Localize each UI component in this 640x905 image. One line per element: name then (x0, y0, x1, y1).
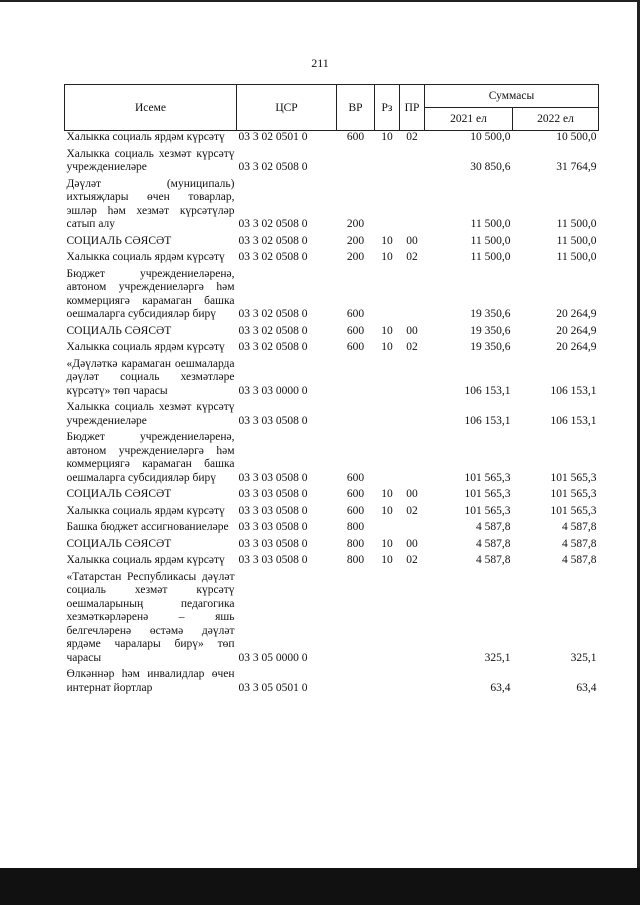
cell-y2022: 11 500,0 (556, 251, 597, 263)
cell-vr: 200 (346, 218, 365, 230)
cell-rz (375, 571, 400, 666)
cell-csr: 03 3 03 0508 0 (238, 537, 308, 550)
cell-pr (400, 521, 425, 535)
cell-pr: 02 (406, 341, 418, 353)
cell-vr: 600 (346, 308, 365, 320)
cell-name: Халыкка социаль ярдәм күрсәтү (66, 504, 225, 517)
cell-csr: 03 3 05 0501 0 (238, 681, 308, 694)
cell-rz: 10 (381, 131, 393, 143)
cell-vr: 600 (346, 324, 365, 337)
cell-pr (400, 401, 425, 428)
cell-pr (400, 358, 425, 399)
header-name: Исеме (65, 85, 237, 131)
cell-y2022: 20 264,9 (556, 324, 597, 337)
cell-y2021: 10 500,0 (470, 131, 511, 143)
cell-y2022: 101 565,3 (550, 488, 597, 500)
cell-rz: 10 (381, 251, 393, 263)
table-row (65, 251, 599, 265)
cell-y2021: 106 153,1 (464, 414, 511, 427)
cell-rz: 10 (381, 537, 393, 550)
cell-y2022: 4 587,8 (562, 537, 597, 550)
cell-rz (375, 268, 400, 322)
cell-vr: 800 (346, 521, 365, 533)
table-row (65, 341, 599, 355)
table-row (65, 235, 599, 249)
cell-vr: 600 (346, 341, 365, 353)
cell-y2022: 20 264,9 (556, 341, 597, 353)
row-spacer (65, 695, 599, 698)
cell-pr: 02 (406, 554, 418, 566)
table-body (65, 131, 599, 699)
cell-name: СОЦИАЛЬ СӘЯСӘТ (66, 324, 172, 337)
cell-y2021: 11 500,0 (470, 234, 511, 247)
cell-csr: 03 3 03 0508 0 (238, 414, 308, 427)
cell-rz: 10 (381, 341, 393, 353)
cell-y2021: 11 500,0 (470, 218, 511, 230)
header-year-2022: 2022 ел (513, 108, 599, 131)
cell-y2022: 101 565,3 (550, 504, 597, 517)
cell-y2022: 63,4 (576, 681, 597, 694)
cell-name: СОЦИАЛЬ СӘЯСӘТ (66, 234, 172, 247)
table-row (65, 268, 599, 322)
cell-csr: 03 3 02 0508 0 (238, 324, 308, 337)
cell-pr: 02 (406, 251, 418, 263)
table-row (65, 505, 599, 519)
cell-vr: 200 (346, 234, 365, 247)
cell-pr: 00 (406, 324, 418, 337)
table-header (65, 85, 599, 131)
cell-rz (375, 358, 400, 399)
cell-name: Башка бюджет ассигнованиеләре (66, 521, 229, 533)
cell-rz: 10 (381, 488, 393, 500)
table-row (65, 488, 599, 502)
cell-rz: 10 (381, 504, 393, 517)
table-row (65, 401, 599, 428)
cell-csr: 03 3 03 0508 0 (238, 488, 308, 500)
cell-csr: 03 3 03 0508 0 (238, 471, 308, 484)
cell-y2022: 4 587,8 (562, 521, 597, 533)
cell-csr: 03 3 02 0508 0 (238, 218, 308, 230)
cell-name: Дәүләт (муниципаль) ихтыяҗлары өчен товарлар, эшләр һәм хезмәт күрсәтүләр сатып алу (66, 177, 235, 230)
cell-rz (375, 148, 400, 175)
cell-vr: 600 (346, 488, 365, 500)
scan-edge-bottom (0, 868, 640, 905)
table-row (65, 325, 599, 339)
cell-pr (400, 268, 425, 322)
cell-name: «Татарстан Республикасы дәүләт социаль хезмәт күрсәтү оешмаларының педагогика хезмәткәрләренә – яшь белгечләренә өстәмә дәүләт ярдәме чаралары бирү» төп чарасы (66, 570, 235, 664)
cell-vr: 600 (346, 471, 365, 484)
row-spacer-cell (65, 695, 599, 698)
cell-csr: 03 3 02 0508 0 (238, 161, 308, 173)
cell-vr (337, 148, 375, 175)
budget-table (64, 84, 599, 698)
table-row (65, 554, 599, 568)
header-sums: Суммасы (425, 85, 599, 108)
cell-pr: 02 (406, 504, 418, 517)
cell-csr: 03 3 03 0508 0 (238, 521, 308, 533)
cell-y2022: 11 500,0 (556, 218, 597, 230)
cell-name: Халыкка социаль ярдәм күрсәтү (66, 251, 225, 263)
cell-csr: 03 3 03 0508 0 (238, 554, 308, 566)
cell-pr (400, 178, 425, 232)
cell-rz: 10 (381, 234, 393, 247)
cell-rz (375, 178, 400, 232)
cell-rz (375, 521, 400, 535)
cell-y2021: 101 565,3 (464, 471, 511, 484)
cell-vr (337, 571, 375, 666)
table-row (65, 571, 599, 666)
cell-y2022: 106 153,1 (550, 384, 597, 397)
cell-name: СОЦИАЛЬ СӘЯСӘТ (66, 537, 172, 550)
cell-name: Халыкка социаль хезмәт күрсәтү учреждениеләре (66, 401, 235, 427)
cell-vr: 200 (346, 251, 365, 263)
header-pr: ПР (400, 85, 425, 131)
cell-y2021: 11 500,0 (470, 251, 511, 263)
cell-csr: 03 3 03 0000 0 (238, 384, 308, 397)
cell-csr: 03 3 02 0508 0 (238, 251, 308, 263)
cell-y2021: 4 587,8 (476, 554, 511, 566)
cell-y2021: 30 850,6 (470, 161, 511, 173)
cell-rz (375, 401, 400, 428)
cell-vr (337, 401, 375, 428)
cell-pr: 00 (406, 537, 418, 550)
cell-vr (337, 358, 375, 399)
cell-rz (375, 431, 400, 485)
cell-pr (400, 148, 425, 175)
cell-pr: 00 (406, 234, 418, 247)
cell-y2021: 4 587,8 (476, 537, 511, 550)
cell-y2022: 11 500,0 (556, 234, 597, 247)
cell-vr: 600 (346, 131, 365, 143)
cell-csr: 03 3 05 0000 0 (238, 651, 308, 664)
cell-name: Халыкка социаль ярдәм күрсәтү (66, 554, 225, 566)
table-row (65, 668, 599, 695)
cell-vr: 600 (346, 504, 365, 517)
cell-y2021: 19 350,6 (470, 341, 511, 353)
table-row (65, 538, 599, 552)
cell-rz: 10 (381, 554, 393, 566)
cell-y2021: 106 153,1 (464, 384, 511, 397)
cell-y2021: 19 350,6 (470, 324, 511, 337)
cell-y2022: 101 565,3 (550, 471, 597, 484)
cell-y2022: 20 264,9 (556, 308, 597, 320)
cell-name: Халыкка социаль ярдәм күрсәтү (66, 131, 225, 143)
table-row (65, 148, 599, 175)
cell-vr (337, 668, 375, 695)
table-row (65, 178, 599, 232)
cell-pr (400, 668, 425, 695)
cell-name: Халыкка социаль хезмәт күрсәтү учреждениеләре (66, 147, 235, 173)
cell-y2021: 101 565,3 (464, 488, 511, 500)
cell-csr: 03 3 02 0508 0 (238, 234, 308, 247)
cell-csr: 03 3 02 0501 0 (238, 131, 308, 143)
cell-name: «Дәүләткә карамаган оешмаларда дәүләт социаль хезмәтләре күрсәтү» төп чарасы (66, 357, 235, 397)
cell-y2021: 325,1 (484, 651, 511, 664)
cell-y2021: 63,4 (490, 681, 511, 694)
cell-y2021: 4 587,8 (476, 521, 511, 533)
cell-csr: 03 3 02 0508 0 (238, 341, 308, 353)
cell-pr (400, 571, 425, 666)
cell-rz: 10 (381, 324, 393, 337)
header-rz: Рз (375, 85, 400, 131)
cell-vr: 800 (346, 554, 365, 566)
table-row (65, 358, 599, 399)
cell-vr: 800 (346, 537, 365, 550)
cell-name: Халыкка социаль ярдәм күрсәтү (66, 341, 225, 353)
cell-pr (400, 431, 425, 485)
cell-pr: 00 (406, 488, 418, 500)
cell-name: СОЦИАЛЬ СӘЯСӘТ (66, 488, 172, 500)
header-year-2021: 2021 ел (425, 108, 513, 131)
cell-pr: 02 (406, 131, 418, 143)
cell-rz (375, 668, 400, 695)
header-vr: ВР (337, 85, 375, 131)
page-number: 211 (311, 56, 329, 70)
table-row (65, 521, 599, 535)
cell-y2022: 31 764,9 (556, 161, 597, 173)
cell-y2022: 10 500,0 (556, 131, 597, 143)
table-row (65, 131, 599, 145)
cell-y2021: 101 565,3 (464, 504, 511, 517)
header-csr: ЦСР (237, 85, 337, 131)
cell-name: Бюджет учреждениеләренә, автоном учреждениеләргә һәм коммерциягә карамаган башка оешмаларга субсидияләр бирү (66, 267, 235, 320)
scan-edge-top (0, 0, 640, 2)
cell-name: Бюджет учреждениеләренә, автоном учреждениеләргә һәм коммерциягә карамаган башка оешмаларга субсидияләр бирү (66, 431, 235, 484)
cell-y2022: 106 153,1 (550, 414, 597, 427)
table-row (65, 431, 599, 485)
cell-name: Өлкәннәр һәм инвалидлар өчен интернат йортлар (66, 668, 235, 694)
cell-y2022: 4 587,8 (562, 554, 597, 566)
cell-csr: 03 3 03 0508 0 (238, 504, 308, 517)
cell-csr: 03 3 02 0508 0 (238, 308, 308, 320)
cell-y2021: 19 350,6 (470, 308, 511, 320)
cell-y2022: 325,1 (570, 651, 597, 664)
